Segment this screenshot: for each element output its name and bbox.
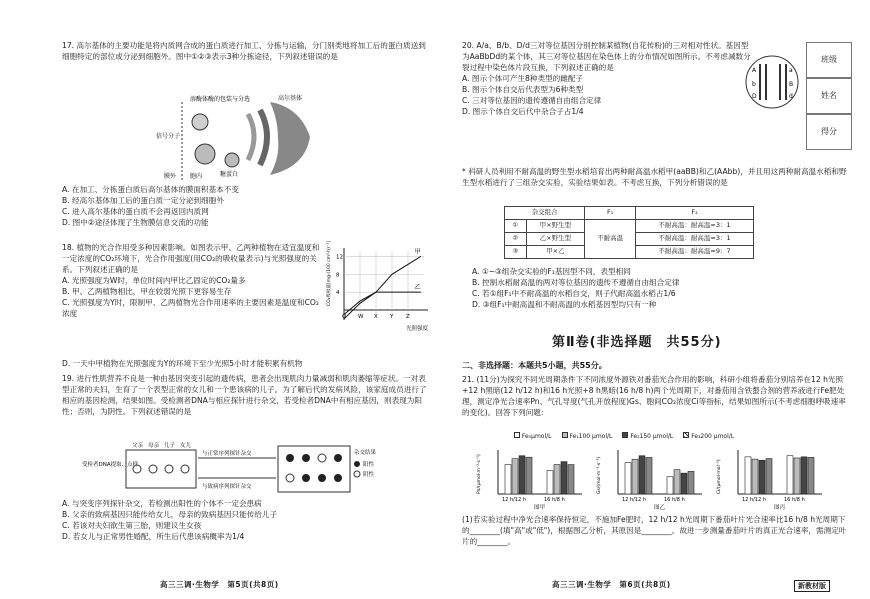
question-17-stem: 17. 高尔基体的主要功能是将内质网合成的蛋白质进行加工、分拣与运输，分门别类地将加工后的蛋白质送到细胞特定的部位或分泌到细胞外。图中①②③表示3种分拣途径，下列叙述错误的是: [62, 41, 426, 61]
gene-d-lower: d: [789, 93, 793, 100]
bar: [681, 473, 687, 494]
table-header-f1: F₁: [585, 207, 636, 220]
table-row2-cross: 乙×野生型: [526, 233, 585, 246]
bar: [688, 471, 694, 494]
q19-option-b[interactable]: B. 父亲的致病基因只能传给女儿，母亲的致病基因只能传给儿子: [62, 510, 278, 519]
q17-option-b[interactable]: B. 经高尔基体加工后的蛋白质一定分泌到细胞外: [62, 196, 224, 205]
gene-b-upper: B: [789, 81, 794, 88]
qstar-option-b[interactable]: B. 控制水稻耐高温的两对等位基因的遗传不遵循自由组合定律: [472, 278, 680, 287]
bar: [794, 458, 800, 494]
score-label: 得分: [821, 127, 837, 137]
bar: [808, 457, 814, 494]
bar: [667, 477, 673, 494]
q19-blot-figure: [80, 440, 380, 496]
bar: [787, 456, 793, 494]
x-tick-label: 12 h/12 h: [502, 497, 526, 503]
table-row1-cross: 甲×野生型: [526, 220, 585, 233]
fig17-label-1: 溶酶体酶的包装与分选: [190, 96, 251, 103]
legend-fe0: [514, 432, 552, 442]
table-f1-value: 不耐高温: [585, 220, 636, 259]
probe-bottom-label: 与致病序列探针杂交: [202, 484, 252, 490]
bar: [674, 470, 680, 494]
q21-legend: [514, 432, 734, 442]
part2-section: 二、非选择题：本题共5小题，共55分。: [462, 361, 607, 370]
question-star: [462, 166, 847, 188]
qstar-option-c[interactable]: C. 若①组F₁中不耐高温的水稻自交，则子代耐高温水稻占1/6: [472, 289, 676, 298]
fig17-label-5: 膜外: [164, 173, 177, 180]
x-tick-label: 12 h/12 h: [742, 497, 766, 503]
x-tick-label: Z: [406, 314, 410, 320]
bar: [745, 457, 751, 494]
golgi-body: [270, 102, 310, 175]
series-label: 甲: [414, 248, 421, 256]
table-header-cross: 杂交组合: [505, 207, 585, 220]
x-tick-label: X: [374, 314, 378, 320]
table-row3-id: ③: [505, 246, 527, 259]
bar: [526, 457, 532, 494]
fig17-label-4: 糖蛋白: [220, 171, 239, 178]
chart-title: 图甲: [534, 505, 546, 511]
bar: [547, 470, 553, 494]
gene-d-upper: D: [752, 93, 757, 100]
bar: [512, 459, 518, 494]
probe-top-label: 与正常序列探针杂交: [202, 451, 252, 457]
table-row2-id: ②: [505, 233, 527, 246]
footer-left: 高三三调·生物学 第5页(共8页): [160, 580, 279, 590]
bar: [639, 456, 645, 494]
probe-left-label: 受检者DNA提取、点样: [82, 462, 139, 468]
y-tick-label: 4: [336, 290, 340, 297]
question-17-options: [62, 184, 427, 228]
bar: [561, 462, 567, 494]
question-19-options: [62, 498, 427, 542]
question-18: [62, 242, 320, 319]
chart-title: 图乙: [654, 505, 666, 511]
q17-option-a[interactable]: A. 在加工、分拣蛋白质后高尔基体的膜面积基本不变: [62, 185, 239, 194]
secretory-vesicle: [195, 144, 215, 164]
series-label: 乙: [414, 284, 421, 292]
question-18-option-d: [62, 358, 427, 369]
q18-option-b[interactable]: B. 甲、乙两植物相比，甲在较弱光照下更容易生存: [62, 287, 232, 296]
class-box[interactable]: [806, 42, 852, 78]
question-19: [62, 373, 427, 417]
q19-option-c[interactable]: C. 若该对夫妇欲生第三胎，则建议生女孩: [62, 521, 202, 530]
q20-option-d[interactable]: D. 图示个体自交后代中杂合子占1/4: [462, 107, 584, 116]
question-21: [462, 374, 847, 418]
q18-option-c[interactable]: C. 光照强度为Y时，限制甲、乙两植物光合作用速率的主要因素是温度和CO₂浓度: [62, 298, 319, 318]
member-mother: 母亲: [148, 443, 160, 449]
x-tick-label: 16 h/8 h: [544, 497, 565, 503]
x-tick-label: 16 h/8 h: [784, 497, 805, 503]
question-19-stem: 19. 进行性肌营养不良是一种由基因突变引起的遗传病，患者会出现肌肉力量减弱和肌肉萎缩等症状。一对表型正常的夫妇，生育了一个表型正常的女儿和一个患该病的儿子。为了解后代的发病风险，该家庭成员进行了相应的基因检测，结果如图。受检测者DNA与相应探针进行杂交，若受检者DNA中有相应基因，则表现为阳性；否则，为阴性。下列叙述错误的是: [62, 374, 427, 416]
bar: [519, 456, 525, 494]
cross-table: [504, 206, 754, 259]
fig17-label-2: 信号分子: [156, 133, 181, 140]
y-axis-label: Gs/(mol·m⁻²·s⁻¹): [597, 456, 602, 494]
q18-option-a[interactable]: A. 光照强度为W时，单位时间内甲比乙固定的CO₂量多: [62, 276, 246, 285]
member-father: 父亲: [132, 443, 144, 449]
member-daughter: 女儿: [180, 443, 192, 449]
table-row2-f2: 不耐高温：耐高温=3：1: [636, 233, 754, 246]
chart-ci: [712, 442, 827, 512]
table-header-f2: F₂: [636, 207, 754, 220]
legend-fe1: [562, 432, 613, 442]
question-20: [462, 40, 752, 117]
qstar-option-a[interactable]: A. ①~③组杂交实验的F₁基因型不同，表型相同: [472, 267, 631, 276]
table-row1-f2: 不耐高温：耐高温=3：1: [636, 220, 754, 233]
chart-gs: [592, 442, 707, 512]
question-21-part1: [462, 514, 847, 547]
name-box[interactable]: [806, 78, 852, 114]
bar: [625, 463, 631, 494]
x-tick-label: 12 h/12 h: [622, 497, 646, 503]
q18-line-chart: [322, 241, 432, 336]
q17-option-c[interactable]: C. 进入高尔基体的蛋白质不会再返回内质网: [62, 207, 209, 216]
y-tick-label: 8: [336, 272, 340, 279]
y-axis-label: Pn/(μmol·m⁻²·s⁻¹): [477, 454, 482, 494]
q18-option-d[interactable]: D. 一天中甲植物在光照强度为Y的环境下至少光照5小时才能积累有机物: [62, 359, 303, 368]
q20-option-c[interactable]: C. 三对等位基因的遗传遵循自由组合定律: [462, 96, 602, 105]
class-label: 班级: [821, 55, 837, 65]
bar: [766, 459, 772, 494]
bar: [752, 459, 758, 494]
question-18-stem: 18. 植物的光合作用受多种因素影响。如图表示甲、乙两种植物在适宜温度和一定浓度的CO₂环境下，光合作用强度(用CO₂的吸收量表示)与光照强度的关系。下列叙述正确的是: [62, 243, 320, 274]
lysosome-vesicle: [192, 114, 208, 130]
x-tick-label: Y: [390, 314, 394, 320]
bar: [554, 465, 560, 494]
part2-title: 第Ⅱ卷(非选择题 共55分): [552, 335, 722, 350]
chart-pn: [472, 442, 587, 512]
q20-cell-figure: [742, 54, 802, 110]
x-tick-label: O: [342, 314, 347, 320]
score-box[interactable]: [806, 114, 852, 150]
q19-option-d[interactable]: D. 若女儿与正常男性婚配，所生后代患该病概率为1/4: [62, 532, 245, 541]
table-row3-cross: 甲×乙: [526, 246, 585, 259]
legend-fe2: [622, 432, 673, 442]
bar: [632, 459, 638, 494]
legend-fe3: [683, 432, 734, 442]
member-son: 儿子: [164, 443, 176, 449]
bar: [568, 465, 574, 494]
legend-fe1-label: Fe₁100 μmol/L: [569, 433, 613, 440]
bar: [801, 457, 807, 494]
legend-fe3-label: Fe₃200 μmol/L: [691, 433, 735, 440]
y-axis-label: Ci/(μmol·mol⁻¹): [717, 459, 722, 494]
name-label: 姓名: [821, 91, 837, 101]
x-tick-label: W: [358, 314, 364, 320]
x-axis-label: 光照强度: [406, 326, 429, 332]
edition-badge: 新教材版: [794, 580, 830, 592]
gene-a-lower: a: [789, 67, 793, 74]
question-17: [62, 40, 427, 62]
gene-b-lower: b: [752, 81, 756, 88]
x-tick-label: 16 h/8 h: [664, 497, 685, 503]
legend-positive: 阳性: [363, 462, 375, 468]
legend-fe2-label: Fe₂150 μmol/L: [630, 433, 674, 440]
question-21-stem: 21. (11分)为探究不同光周期条件下不同浓度外源铁对番茄光合作用的影响，科研小组将番茄分别培养在12 h光照+12 h黑暗(12 h/12 h)和16 h光照+8 h黑暗(16 h/8 h)两个光周期下，对番茄用含铁螯合剂的营养液进行Fe肥处理，测定净光合速率Pn、气孔导度(气孔开放程度)Gs、胞间CO₂浓度Ci等指标，结果如图所示(不考虑细胞呼吸速率的变化)。回答下列问题：: [462, 375, 846, 417]
gene-a-upper: A: [752, 67, 757, 74]
question-star-stem: * 科研人员利用不耐高温的野生型水稻培育出两种耐高温水稻甲(aaBB)和乙(AAbb)，并且用这两种耐高温水稻和野生型水稻进行了三组杂交实验，实验结果如表。不考虑互换，下列分析错误的是: [462, 167, 847, 187]
q19-option-a[interactable]: A. 与突变序列探针杂交，若检测出阳性的个体不一定会患病: [62, 499, 262, 508]
right-page: [442, 0, 870, 599]
bar: [646, 457, 652, 494]
series-line-yi: [344, 292, 421, 314]
fig17-label-6: 胞内: [190, 173, 203, 180]
q17-option-d[interactable]: D. 图中②途径体现了生物膜信息交流的功能: [62, 218, 209, 227]
q20-option-b[interactable]: B. 图示个体自交后代表型为6种类型: [462, 85, 584, 94]
table-row3-f2: 不耐高温：耐高温=9：7: [636, 246, 754, 259]
golgi-figure: [156, 92, 330, 182]
footer-right: 高三三调·生物学 第6页(共8页): [552, 580, 671, 590]
bar: [759, 460, 765, 494]
legend-negative: 阴性: [363, 472, 375, 478]
q21-part1-text: (1)若实验过程中净光合速率保持恒定，不施加Fe肥时，12 h/12 h光周期下番茄叶片光合速率比16 h/8 h光周期下的________(填"高"或"低")，根据图乙分析，其原因是________。故进一步测量番茄叶片的真正光合速率，需测定叶片的________。: [462, 515, 847, 546]
qstar-option-d[interactable]: D. ③组F₁中耐高温和不耐高温的水稻基因型均只有一种: [472, 300, 657, 309]
table-row1-id: ①: [505, 220, 527, 233]
chart-title: 图丙: [774, 505, 786, 511]
q20-option-a[interactable]: A. 图示个体可产生8种类型的雌配子: [462, 74, 584, 83]
fig17-label-3: 高尔基体: [278, 95, 303, 102]
bar: [505, 465, 511, 494]
question-20-stem: 20. A/a、B/b、D/d三对等位基因分别控制某植物(自花传粉)的三对相对性状。基因型为AaBbDd的某个体，其三对等位基因在染色体上的分布情况如图所示。不考虑减数分裂过程中染色体片段互换，下列叙述正确的是: [462, 41, 751, 72]
question-star-options: [472, 266, 852, 310]
y-tick-label: 12: [336, 254, 343, 261]
y-axis-label: CO₂吸收量[mg·(100 cm²·h)⁻¹]: [327, 241, 332, 306]
legend-title: 杂交结果: [354, 450, 377, 456]
legend-fe0-label: Fe₀μmol/L: [521, 433, 552, 440]
